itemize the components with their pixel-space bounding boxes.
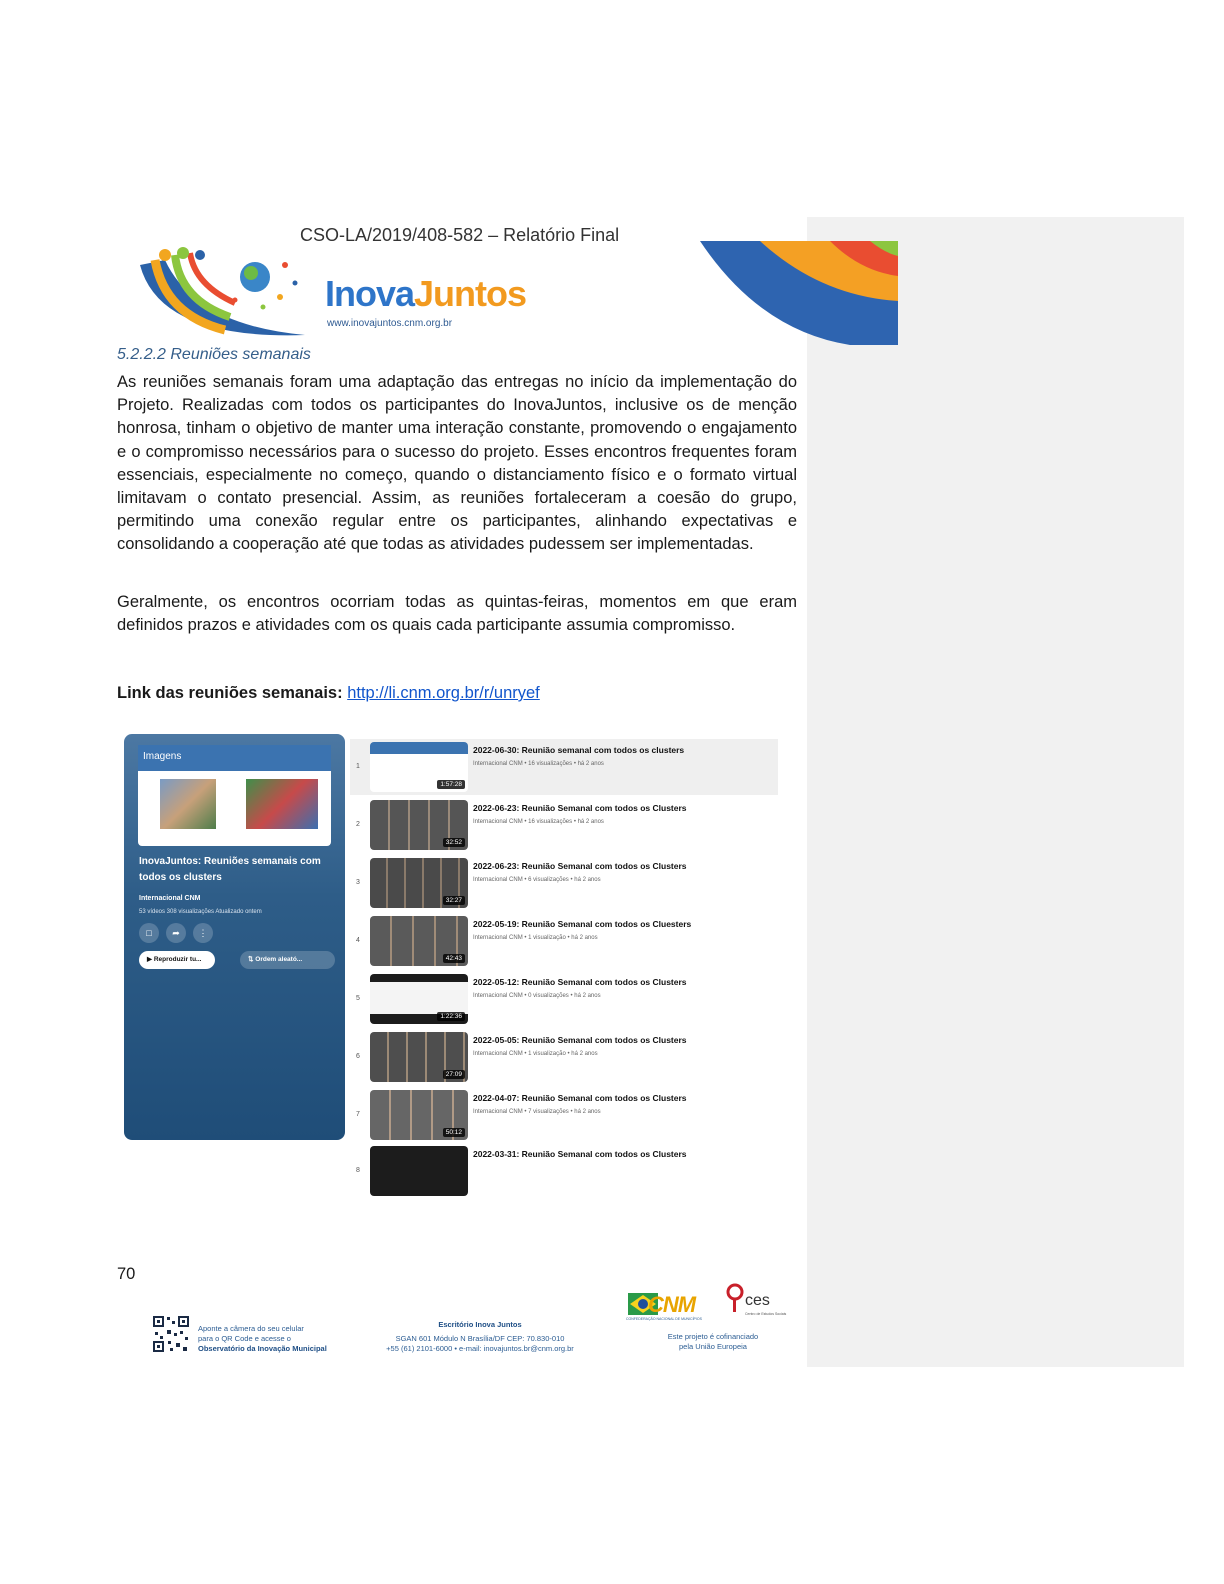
office-address: Escritório Inova Juntos SGAN 601 Módulo N Brasília/DF CEP: 70.830-010 +55 (61) 2101-6000 • e-mail: inovajuntos.br@cnm.org.br <box>386 1320 574 1353</box>
playlist-title[interactable]: InovaJuntos: Reuniões semanais com todos os clusters <box>139 856 321 883</box>
eu-cofinancing-note: Este projeto é cofinanciado pela União Europeia <box>667 1332 759 1351</box>
video-row[interactable]: 6 27:09 2022-05-05: Reunião Semanal com todos os Clusters Internacional CNM • 1 visualização • há 2 anos <box>350 1029 778 1085</box>
video-row[interactable]: 2 32:52 2022-06-23: Reunião Semanal com todos os Clusters Internacional CNM • 16 visualizações • há 2 anos <box>350 797 778 853</box>
section-title: 5.2.2.2 Reuniões semanais <box>117 346 311 363</box>
share-icon[interactable]: ➦ <box>166 923 186 943</box>
video-row[interactable]: 7 50:12 2022-04-07: Reunião Semanal com todos os Clusters Internacional CNM • 7 visualizações • há 2 anos <box>350 1087 778 1143</box>
video-thumbnail[interactable] <box>370 1146 468 1196</box>
shuffle-button[interactable]: ⇅ Ordem aleató... <box>240 951 335 969</box>
inovajuntos-logo <box>135 245 575 345</box>
video-row[interactable]: 3 32:27 2022-06-23: Reunião Semanal com todos os Clusters Internacional CNM • 6 visualizações • há 2 anos <box>350 855 778 911</box>
youtube-playlist-screenshot <box>118 730 780 1174</box>
video-thumbnail[interactable]: 42:43 <box>370 916 468 966</box>
ces-symbol-icon <box>725 1282 745 1316</box>
video-thumbnail[interactable]: 50:12 <box>370 1090 468 1140</box>
document-code-header: CSO-LA/2019/408-582 – Relatório Final <box>300 225 620 245</box>
side-margin-panel <box>807 217 1184 1367</box>
playlist-thumbnail[interactable]: Imagens <box>138 745 331 846</box>
play-icon: ▶ <box>147 956 152 963</box>
cnm-subtitle: CONFEDERAÇÃO NACIONAL DE MUNICÍPIOS <box>626 1317 702 1321</box>
page-number: 70 <box>117 1265 136 1283</box>
playlist-card <box>124 734 345 1140</box>
save-icon[interactable]: □ <box>139 923 159 943</box>
play-all-button[interactable]: ▶ Reproduzir tu... <box>139 951 215 969</box>
more-icon[interactable]: ⋮ <box>193 923 213 943</box>
link-label: Link das reuniões semanais: <box>117 684 343 702</box>
video-thumbnail[interactable]: 1:22:36 <box>370 974 468 1024</box>
playlist-meta: 53 vídeos 308 visualizações Atualizado ontem <box>139 909 262 915</box>
paragraph-2: Geralmente, os encontros ocorriam todas as quintas-feiras, momentos em que eram definidos prazos e atividades com os quais cada participante assumia compromisso. <box>117 593 797 635</box>
ces-subtitle: Centro de Estudos Sociais <box>745 1312 787 1316</box>
video-row[interactable]: 5 1:22:36 2022-05-12: Reunião Semanal com todos os Clusters Internacional CNM • 0 visualizações • há 2 anos <box>350 971 778 1027</box>
cnm-logo: CNM <box>628 1287 708 1321</box>
ces-logo: ces <box>725 1282 805 1324</box>
qr-code-icon <box>152 1315 190 1353</box>
logo-url: www.inovajuntos.cnm.org.br <box>327 318 453 329</box>
video-thumbnail[interactable]: 27:09 <box>370 1032 468 1082</box>
video-row[interactable]: 8 2022-03-31: Reunião Semanal com todos os Clusters <box>350 1143 778 1199</box>
video-thumbnail[interactable]: 32:52 <box>370 800 468 850</box>
group-photo-2 <box>246 779 318 829</box>
paragraph-1: As reuniões semanais foram uma adaptação das entregas no início da implementação do Projeto. Realizadas com todos os participantes do InovaJuntos, inclusive os de menção honrosa, tinham o objetivo de manter uma interação constante, promovendo o engajamento e o compromisso necessários para o sucesso do projeto. Esses encontros frequentes foram essenciais, especialmente no começo, quando o distanciamento físico e o formato virtual limitavam o contato presencial. Assim, as reuniões fortaleceram a coesão do grupo, permitindo uma conexão regular entre os participantes, alinhando expectativas e consolidando a cooperação até que todas as atividades pudessem ser implementadas. <box>117 373 797 554</box>
shuffle-icon: ⇅ <box>248 956 254 963</box>
logo-emblem-icon <box>135 245 320 345</box>
footer <box>150 1282 805 1362</box>
decorative-swoosh-icon <box>700 241 898 345</box>
video-row[interactable]: 1 1:57:28 2022-06-30: Reunião semanal com todos os clusters Internacional CNM • 16 visualizações • há 2 anos <box>350 739 778 795</box>
meetings-link-line <box>117 684 540 703</box>
meetings-link[interactable]: http://li.cnm.org.br/r/unryef <box>347 684 540 702</box>
video-row[interactable]: 4 42:43 2022-05-19: Reunião Semanal com todos os Cluesters Internacional CNM • 1 visualização • há 2 anos <box>350 913 778 969</box>
playlist-channel[interactable]: Internacional CNM <box>139 895 201 902</box>
logo-wordmark: InovaJuntos <box>325 273 527 314</box>
qr-instructions: Aponte a câmera do seu celular para o QR Code e acesse o Observatório da Inovação Municipal <box>198 1324 327 1353</box>
video-thumbnail[interactable]: 1:57:28 <box>370 742 468 792</box>
video-thumbnail[interactable]: 32:27 <box>370 858 468 908</box>
group-photo-1 <box>160 779 216 829</box>
